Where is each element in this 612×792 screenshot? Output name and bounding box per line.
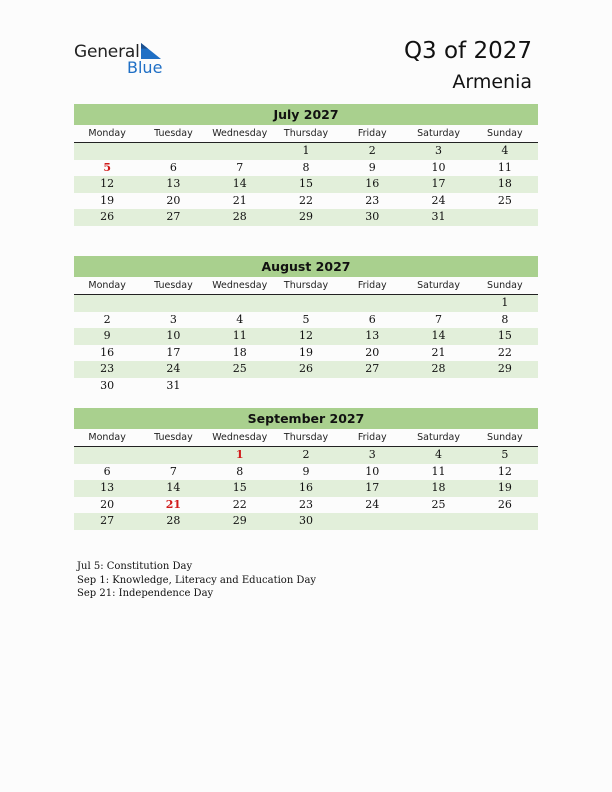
day-cell: 26: [497, 497, 512, 511]
day-cell: 9: [302, 464, 310, 478]
day-cell: [207, 143, 273, 160]
day-cell: 10: [166, 329, 181, 342]
day-cell: [207, 295, 273, 312]
generalblue-logo: [74, 42, 174, 76]
weekday-label: Sunday: [487, 432, 523, 443]
weekday-header-row: [74, 125, 538, 143]
day-cell: 31: [166, 378, 181, 392]
day-cell: [472, 513, 538, 530]
day-cell: 8: [302, 160, 310, 174]
day-cell: 27: [365, 362, 380, 375]
day-cell: [273, 295, 339, 312]
day-cell: 7: [435, 312, 443, 326]
day-cell: 20: [166, 193, 181, 207]
day-cell: 15: [298, 177, 313, 190]
day-cell: 14: [166, 481, 181, 494]
day-cell: 28: [431, 362, 446, 375]
weekday-label: Sunday: [487, 128, 523, 139]
day-cell: [140, 295, 206, 312]
day-cell: 3: [435, 144, 443, 157]
day-cell: 6: [368, 312, 376, 326]
weekday-label: Wednesday: [212, 280, 268, 291]
day-cell: 31: [431, 210, 446, 223]
week-row: [74, 328, 538, 345]
day-cell: 28: [232, 210, 247, 223]
day-cell: 13: [365, 329, 380, 342]
day-cell: 13: [166, 177, 181, 190]
day-cell: 20: [365, 345, 380, 359]
month-header: July 2027: [74, 104, 538, 125]
day-cell: [472, 378, 538, 395]
day-cell: 23: [100, 362, 115, 375]
day-cell: 6: [103, 464, 111, 478]
week-row: [74, 209, 538, 226]
month-header: September 2027: [74, 408, 538, 429]
day-cell: 29: [298, 210, 313, 223]
day-cell: 8: [501, 312, 509, 326]
weekday-label: Saturday: [417, 280, 460, 291]
week-row: [74, 361, 538, 378]
day-cell: 27: [100, 514, 115, 527]
day-cell: 24: [431, 193, 446, 207]
day-cell: 28: [166, 514, 181, 527]
day-cell: 2: [302, 448, 310, 461]
day-cell: 27: [166, 210, 181, 223]
month-calendar-july: [74, 104, 538, 226]
day-cell: 13: [100, 481, 115, 494]
day-cell: 25: [431, 497, 446, 511]
week-row: [74, 176, 538, 193]
week-row: [74, 312, 538, 329]
logo-text-general: General: [74, 42, 140, 62]
logo-text-blue: Blue: [127, 58, 163, 77]
day-cell: 15: [232, 481, 247, 494]
day-cell: 16: [365, 177, 380, 190]
day-cell: 16: [100, 345, 115, 359]
day-cell: 10: [431, 160, 446, 174]
day-cell: 8: [236, 464, 244, 478]
weekday-label: Friday: [357, 128, 387, 139]
weekday-label: Thursday: [283, 128, 329, 139]
day-cell: 5: [501, 448, 509, 461]
day-cell: 14: [232, 177, 247, 190]
day-cell: 29: [497, 362, 512, 375]
day-cell: 19: [298, 345, 313, 359]
day-cell: 21: [431, 345, 446, 359]
day-cell: 15: [497, 329, 512, 342]
weekday-label: Saturday: [417, 128, 460, 139]
day-cell: 11: [431, 464, 446, 478]
weekday-label: Thursday: [283, 280, 329, 291]
month-calendar-september: [74, 408, 538, 530]
week-row: [74, 447, 538, 464]
day-cell: [339, 378, 405, 395]
week-row: [74, 497, 538, 514]
holiday-note: Jul 5: Constitution Day: [77, 561, 193, 572]
day-cell: [405, 295, 471, 312]
holiday-day-cell: 21: [165, 497, 182, 511]
weekday-label: Friday: [357, 280, 387, 291]
holiday-notes: [77, 560, 316, 601]
weekday-label: Tuesday: [154, 432, 193, 443]
country-name: Armenia: [452, 71, 532, 93]
day-cell: [140, 447, 206, 464]
day-cell: [472, 209, 538, 226]
day-cell: 25: [232, 362, 247, 375]
weekday-label: Sunday: [487, 280, 523, 291]
month-calendar-august: [74, 256, 538, 394]
week-row: [74, 345, 538, 362]
weekday-header-row: [74, 429, 538, 447]
holiday-day-cell: 5: [103, 160, 111, 174]
day-cell: 29: [232, 514, 247, 527]
week-row: [74, 378, 538, 395]
day-cell: [74, 143, 140, 160]
day-cell: 22: [298, 193, 313, 207]
holiday-note: Sep 1: Knowledge, Literacy and Education Day: [77, 574, 317, 586]
day-cell: 9: [103, 329, 111, 342]
week-row: [74, 480, 538, 497]
day-cell: 11: [232, 329, 247, 342]
weekday-label: Tuesday: [154, 280, 193, 291]
day-cell: 30: [365, 210, 380, 223]
page-title: Q3 of 2027: [403, 38, 532, 64]
day-cell: [405, 378, 471, 395]
week-row: [74, 464, 538, 481]
day-cell: 30: [298, 514, 313, 527]
holiday-note: Sep 21: Independence Day: [77, 588, 214, 599]
day-cell: 3: [368, 448, 376, 461]
day-cell: 23: [298, 497, 313, 511]
day-cell: 16: [298, 481, 313, 494]
month-header: August 2027: [74, 256, 538, 277]
day-cell: 12: [298, 329, 313, 342]
holiday-day-cell: 1: [235, 448, 244, 461]
day-cell: 4: [435, 448, 443, 461]
weekday-label: Monday: [88, 128, 126, 139]
day-cell: 20: [100, 497, 115, 511]
weekday-label: Wednesday: [212, 128, 268, 139]
day-cell: 21: [232, 193, 247, 207]
day-cell: 17: [166, 345, 181, 359]
week-row: [74, 143, 538, 160]
day-cell: [339, 513, 405, 530]
day-cell: 18: [431, 481, 446, 494]
day-cell: 1: [302, 144, 310, 157]
day-cell: 2: [368, 144, 376, 157]
day-cell: 4: [501, 144, 509, 157]
day-cell: 24: [365, 497, 380, 511]
weekday-label: Tuesday: [154, 128, 193, 139]
weekday-label: Monday: [88, 432, 126, 443]
weekday-label: Wednesday: [212, 432, 268, 443]
week-row: [74, 193, 538, 210]
day-cell: 26: [298, 362, 313, 375]
day-cell: 19: [100, 193, 115, 207]
day-cell: 17: [365, 481, 380, 494]
day-cell: 2: [103, 312, 111, 326]
day-cell: 4: [236, 312, 244, 326]
weekday-label: Saturday: [417, 432, 460, 443]
day-cell: 26: [100, 210, 115, 223]
day-cell: 7: [169, 464, 177, 478]
weekday-label: Friday: [357, 432, 387, 443]
day-cell: 19: [497, 481, 512, 494]
day-cell: [339, 295, 405, 312]
week-row: [74, 160, 538, 177]
weekday-label: Thursday: [283, 432, 329, 443]
day-cell: 17: [431, 177, 446, 190]
day-cell: 12: [100, 177, 115, 190]
day-cell: 6: [169, 160, 177, 174]
day-cell: 22: [497, 345, 512, 359]
day-cell: 9: [368, 160, 376, 174]
day-cell: 10: [365, 464, 380, 478]
day-cell: 7: [236, 160, 244, 174]
day-cell: 12: [497, 464, 512, 478]
day-cell: 3: [169, 312, 177, 326]
day-cell: 24: [166, 362, 181, 375]
weekday-header-row: [74, 277, 538, 295]
day-cell: 11: [497, 160, 512, 174]
logo-triangle-icon: [141, 43, 161, 59]
day-cell: 25: [497, 193, 512, 207]
day-cell: 1: [501, 296, 509, 309]
day-cell: [405, 513, 471, 530]
day-cell: 22: [232, 497, 247, 511]
day-cell: [74, 295, 140, 312]
weekday-label: Monday: [88, 280, 126, 291]
day-cell: [74, 447, 140, 464]
day-cell: 23: [365, 193, 380, 207]
day-cell: [273, 378, 339, 395]
day-cell: 30: [100, 378, 115, 392]
day-cell: [140, 143, 206, 160]
day-cell: 5: [302, 312, 310, 326]
day-cell: 18: [497, 177, 512, 190]
day-cell: [207, 378, 273, 395]
week-row: [74, 513, 538, 530]
week-row: [74, 295, 538, 312]
day-cell: 18: [232, 345, 247, 359]
day-cell: 14: [431, 329, 446, 342]
